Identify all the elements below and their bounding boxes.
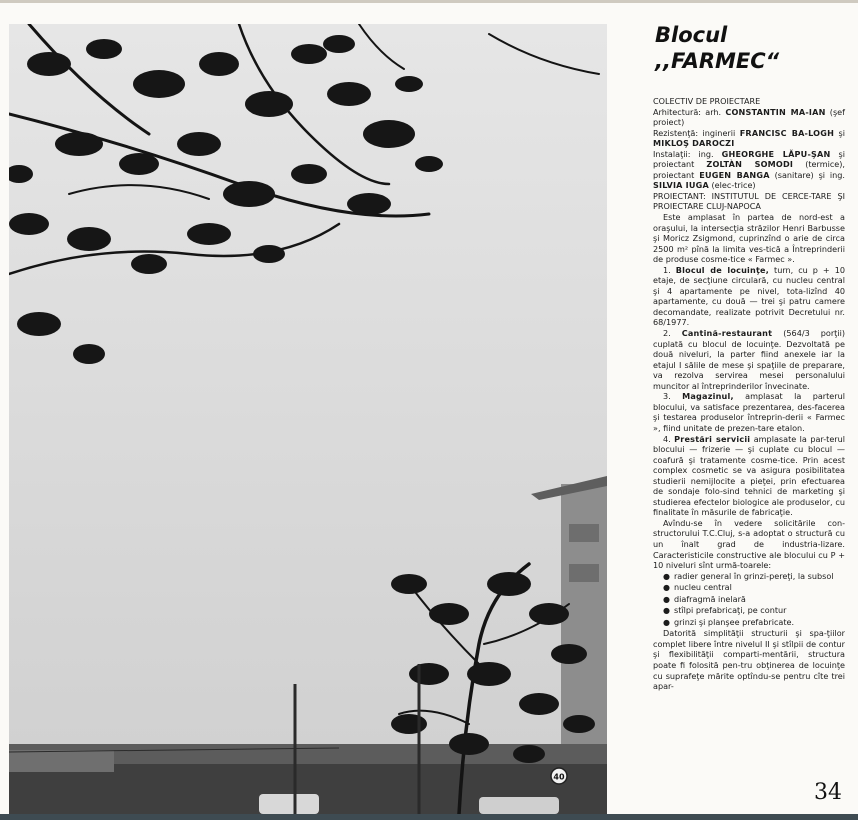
text: radier general în grinzi-pereţi, la subsol bbox=[673, 570, 834, 581]
paragraph bbox=[653, 328, 845, 391]
svg-text:40: 40 bbox=[553, 772, 565, 782]
article-title bbox=[655, 22, 845, 74]
text: turn, cu p + 10 etaje, de secţiune circulară, cu nucleu central şi 4 apartamente pe nivel, tota-lizînd 40 apartamente, cu două — trei şi patru camere decomandate, realizate potrivit Decretului nr. 68/1977. bbox=[653, 264, 846, 328]
text: diafragmă inelară bbox=[673, 593, 746, 604]
bold-text: ZOLTÀN SOMODI bbox=[706, 159, 794, 170]
bold-text: CONSTANTIN MA-IAN bbox=[725, 106, 826, 117]
text: amplasate la par-terul blocului — frizerie — şi cuplate cu blocul — coafură şi tratamente cosme-tice. Prin acest complex cosmetic se va asigura posibilitatea studierii nemijlocite a pieţei, prin efectuarea de sondaje folo-sind tehnici de marketing şi studierea efectelor biologice ale produselor, cu finalitate în măsurile de fabricaţie. bbox=[653, 433, 846, 518]
text: Avîndu-se în vedere solicitările con-structorului T.C.Cluj, s-a adoptat o structură cu un înalt grad de industria-lizare. Caracteristicile constructive ale blocului cu P + 10 niveluri sînt urmă-toarele: bbox=[653, 517, 845, 571]
text: COLECTIV DE PROIECTARE bbox=[653, 96, 761, 106]
bold-text: MIKLOŞ DAROCZI bbox=[653, 138, 735, 149]
text: Este amplasat în partea de nord-est a oraşului, la intersecţia străzilor Henri Barbusse şi Moricz Zsigmond, cuprinzînd o arie de circa 2500 m² pînă la limita ves-tică a Întreprinderii de produse cosme-tice « Farmec ». bbox=[653, 212, 845, 265]
bold-text: EUGEN BANGA bbox=[699, 169, 770, 180]
bold-text: FRANCISC BA-LOGH bbox=[739, 127, 835, 138]
text: stîlpi prefabricaţi, pe contur bbox=[673, 605, 787, 616]
paragraph bbox=[653, 434, 845, 518]
paragraph bbox=[653, 107, 845, 128]
text: grinzi şi planşee prefabricate. bbox=[673, 616, 795, 627]
text: (elec-trice) bbox=[708, 180, 756, 191]
text: (sanitare) şi ing. bbox=[769, 169, 846, 180]
title-line-1: Blocul bbox=[655, 23, 728, 47]
article-body bbox=[653, 96, 845, 692]
paragraph bbox=[653, 191, 845, 212]
text: Instalaţii: ing. bbox=[653, 148, 722, 159]
text: nucleu central bbox=[673, 582, 732, 593]
paragraph bbox=[653, 149, 845, 191]
list-item bbox=[653, 594, 845, 606]
article-column bbox=[653, 22, 845, 812]
text: (şef proiect) bbox=[653, 106, 846, 128]
text: 3. bbox=[663, 391, 683, 402]
text: (termice), proiectant bbox=[653, 159, 845, 180]
bottom-edge bbox=[0, 814, 858, 820]
list-item bbox=[653, 605, 845, 617]
title-line-2: ,,FARMEC“ bbox=[655, 49, 780, 73]
list-item bbox=[653, 571, 845, 583]
paragraph bbox=[653, 96, 845, 107]
list-item bbox=[653, 617, 845, 629]
paragraph bbox=[653, 628, 845, 691]
paragraph bbox=[653, 265, 845, 328]
bold-text: SILVIA IUGA bbox=[653, 180, 709, 191]
text: şi bbox=[834, 127, 845, 138]
text: (564/3 porţii) cuplată cu blocul de locuinţe. Dezvoltată pe două niveluri, la parter fiind anexele iar la etajul I sălile de mese şi spaţiile de preparare, va rezolva servirea mesei personalului muncitor al întreprinderilor învecinate. bbox=[653, 328, 845, 391]
paragraph bbox=[653, 518, 845, 571]
top-rule bbox=[0, 0, 858, 3]
text: Datorită simplităţii structurii şi spa-ţiilor complet libere între nivelul II şi stîlpii de contur şi flexibilităţii comparti-mentării, structura poate fi folosită pen-tru obţinerea de locuinţe cu suprafeţe mărite optîndu-se pentru cîte trei apar- bbox=[653, 628, 845, 692]
paragraph bbox=[653, 212, 845, 265]
text: 2. bbox=[663, 328, 682, 339]
text: Rezistenţă: inginerii bbox=[653, 127, 740, 138]
text: şi proiectant bbox=[653, 148, 845, 170]
list-item bbox=[653, 582, 845, 594]
text: 4. bbox=[663, 433, 675, 444]
text: PROIECTANT: INSTITUTUL DE CERCE-TARE ŞI PROIECTARE CLUJ-NAPOCA bbox=[653, 190, 845, 212]
bold-text: Magazinul, bbox=[682, 391, 734, 402]
building-photo bbox=[9, 24, 607, 814]
paragraph bbox=[653, 391, 845, 433]
bold-text: Prestări servicii bbox=[674, 433, 751, 444]
text: Arhitectură: arh. bbox=[653, 106, 726, 117]
paragraph bbox=[653, 128, 845, 149]
bold-text: GHEORGHE LĂPU-ŞAN bbox=[721, 148, 831, 159]
text: 1. bbox=[663, 264, 676, 275]
bold-text: Blocul de locuinţe, bbox=[675, 264, 770, 275]
text: amplasat la parterul blocului, va satisface prezentarea, des-facerea şi testarea produselor întreprin-derii « Farmec », fiind unitate de prezen-tare etalon. bbox=[653, 391, 845, 433]
page-number: 34 bbox=[814, 780, 842, 805]
bold-text: Cantină-restaurant bbox=[681, 328, 773, 339]
